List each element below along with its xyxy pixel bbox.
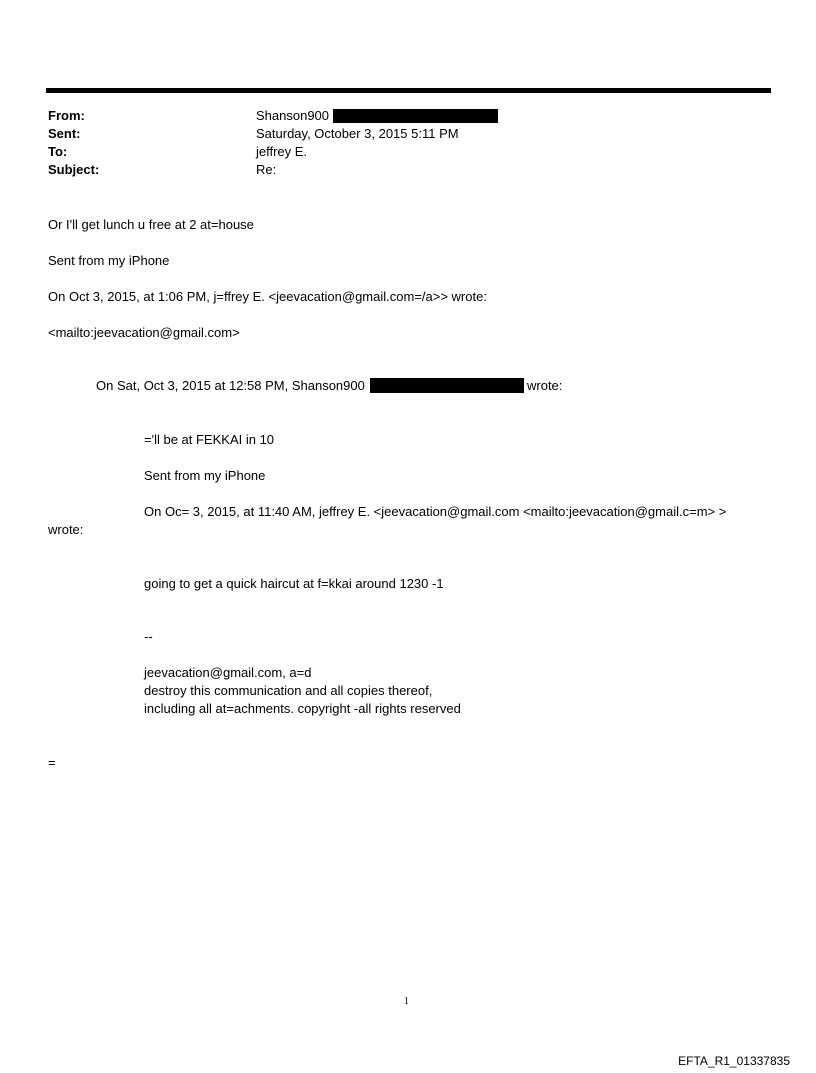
body-line-on-wrote: On Oct 3, 2015, at 1:06 PM, j=ffrey E. <jeevacation@gmail.com=/a>> wrote: xyxy=(48,289,487,304)
quote1-header: On Sat, Oct 3, 2015 at 12:58 PM, Shanson900 xyxy=(96,378,365,393)
quote2-line-sent-from-iphone: Sent from my iPhone xyxy=(144,468,266,483)
redaction-box-quote xyxy=(370,378,524,393)
sent-value: Saturday, October 3, 2015 5:11 PM xyxy=(256,126,459,141)
signature-line-copyright: including all at=achments. copyright -all rights reserved xyxy=(144,701,461,716)
from-value: Shanson900 xyxy=(256,108,330,123)
body-line-sent-from-iphone: Sent from my iPhone xyxy=(48,253,170,268)
quote3-line-haircut: going to get a quick haircut at f=kkai around 1230 -1 xyxy=(144,576,444,591)
signature-line-destroy: destroy this communication and all copies thereof, xyxy=(144,683,433,698)
header-rule xyxy=(46,88,771,93)
page-number: 1 xyxy=(404,996,409,1007)
quote2-line-on-wrote: On Oc= 3, 2015, at 11:40 AM, jeffrey E. <jeevacation@gmail.com <mailto:jeevacation@gmail.c=m> > xyxy=(144,504,727,519)
body-line-mailto: <mailto:jeevacation@gmail.com> xyxy=(48,325,240,340)
document-id: EFTA_R1_01337835 xyxy=(678,1054,790,1068)
subject-label: Subject: xyxy=(48,162,100,177)
to-value: jeffrey E. xyxy=(256,144,308,159)
signature-line-email: jeevacation@gmail.com, a=d xyxy=(144,665,312,680)
signature-dash: -- xyxy=(144,629,153,644)
to-label: To: xyxy=(48,144,68,159)
trailing-equals: = xyxy=(48,755,56,770)
quote2-line-wrote-wrap: wrote: xyxy=(48,522,84,537)
quote2-line-fekkai: ='ll be at FEKKAI in 10 xyxy=(144,432,275,447)
redaction-box-from xyxy=(333,109,498,123)
sent-label: Sent: xyxy=(48,126,81,141)
quote1-wrote: wrote: xyxy=(527,378,563,393)
body-line-lunch: Or I'll get lunch u free at 2 at=house xyxy=(48,217,254,232)
subject-value: Re: xyxy=(256,162,277,177)
from-label: From: xyxy=(48,108,85,123)
